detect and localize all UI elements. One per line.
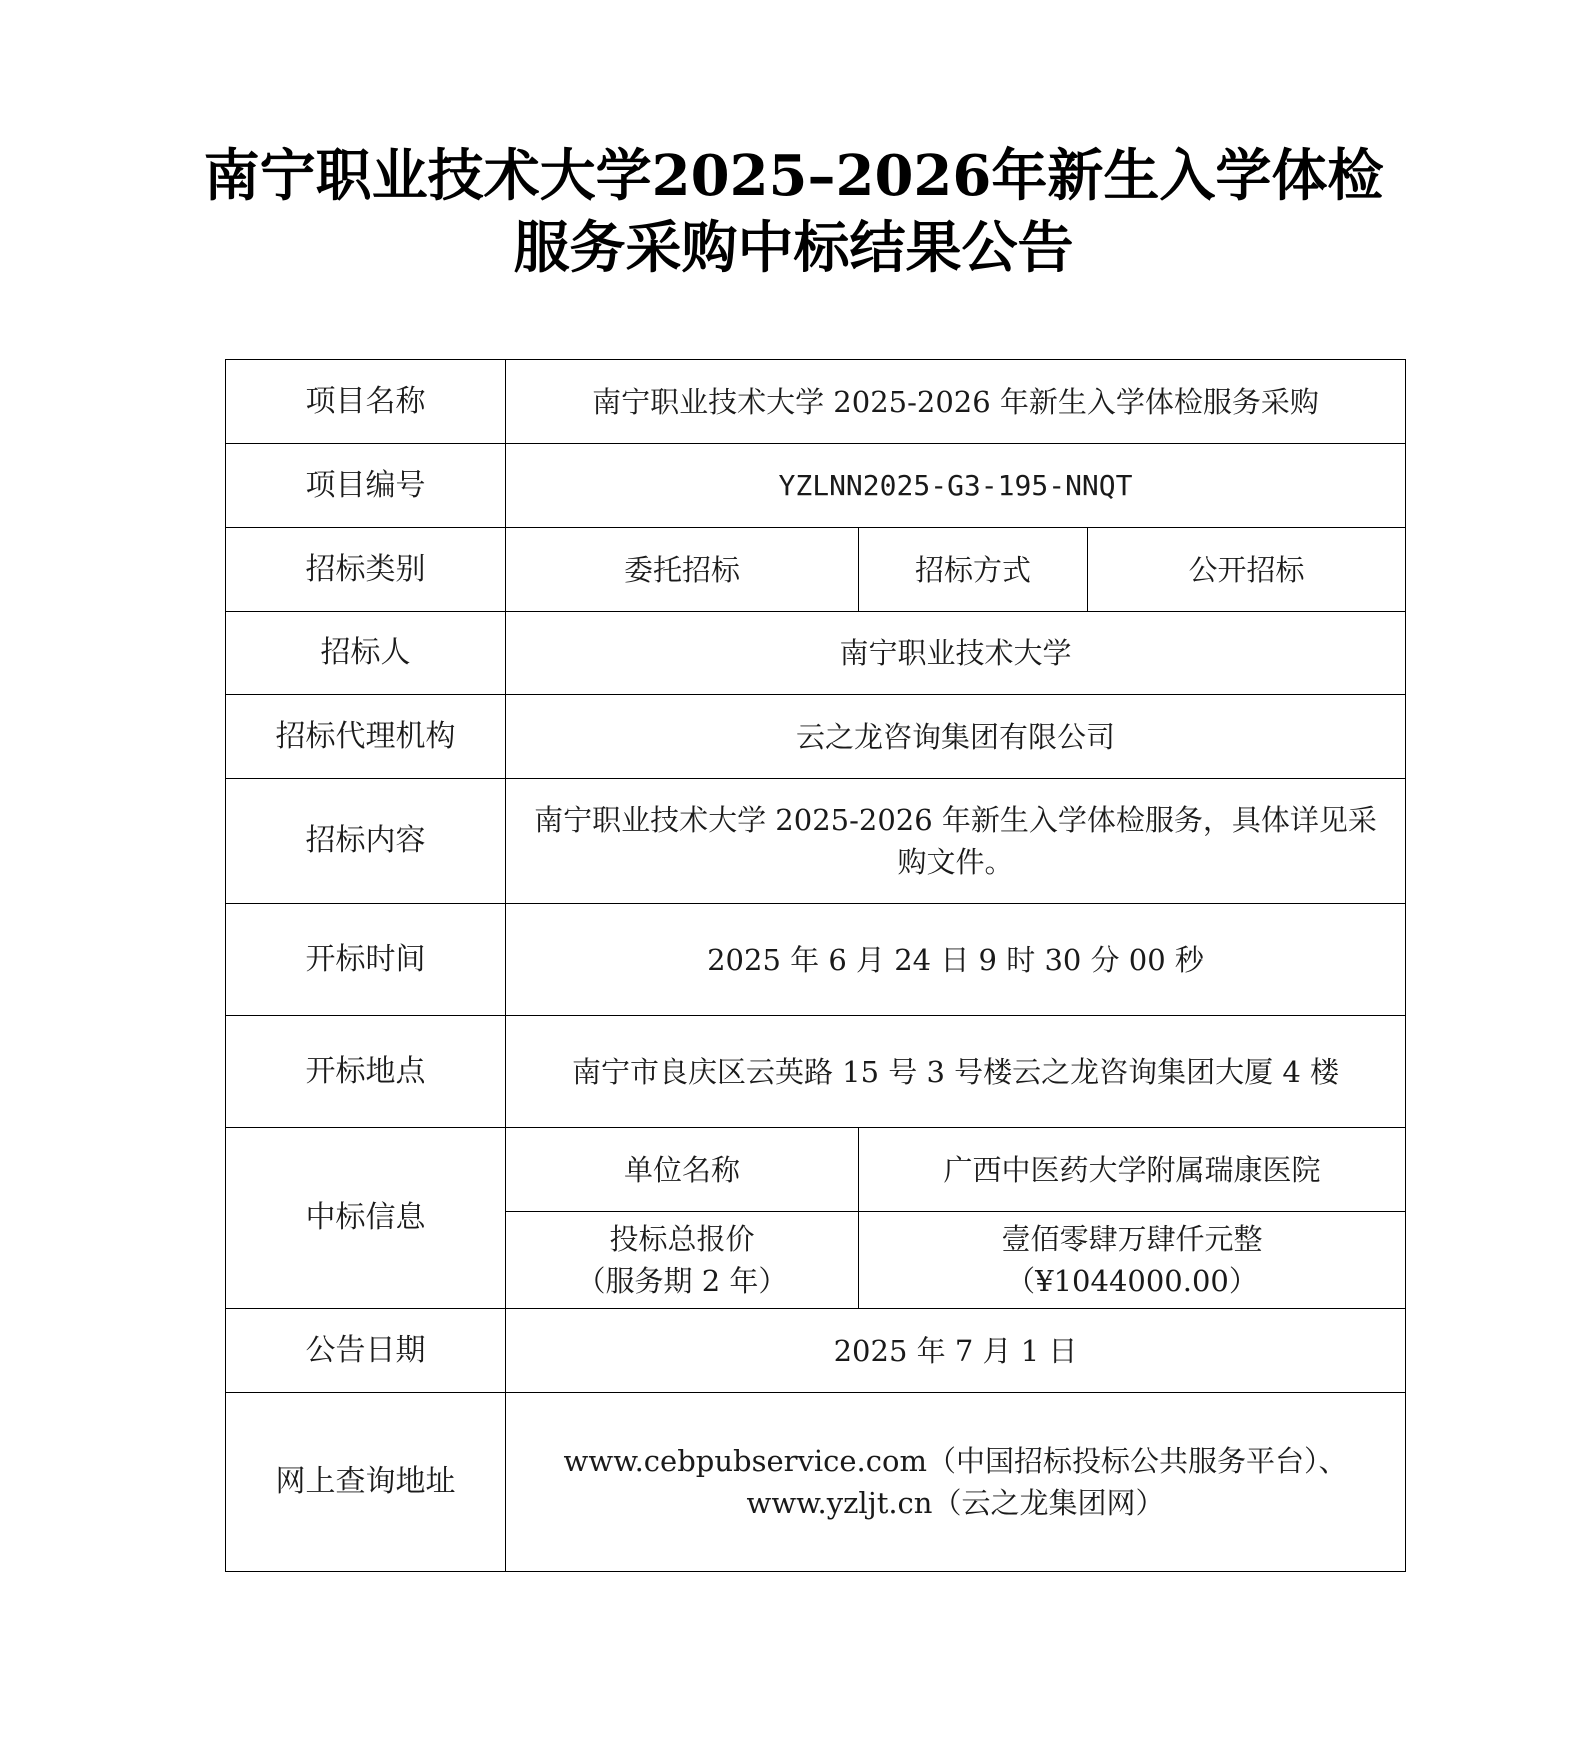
project-name-label: 项目名称 bbox=[226, 360, 506, 444]
row-agency bbox=[226, 695, 1406, 779]
winner-unit-label: 单位名称 bbox=[506, 1128, 859, 1212]
opening-place-value: 南宁市良庆区云英路 15 号 3 号楼云之龙咨询集团大厦 4 楼 bbox=[506, 1016, 1406, 1128]
winner-price-value bbox=[859, 1212, 1406, 1309]
content-line1: 南宁职业技术大学 2025-2026 年新生入学体检服务，具体详见采 bbox=[534, 803, 1377, 837]
announcement-table bbox=[225, 359, 1406, 1572]
project-number-label: 项目编号 bbox=[226, 444, 506, 528]
bid-category-label: 招标类别 bbox=[226, 528, 506, 612]
opening-time-value: 2025 年 6 月 24 日 9 时 30 分 00 秒 bbox=[506, 904, 1406, 1016]
agency-label: 招标代理机构 bbox=[226, 695, 506, 779]
row-bid-category bbox=[226, 528, 1406, 612]
row-online bbox=[226, 1393, 1406, 1572]
row-project-name bbox=[226, 360, 1406, 444]
online-line1: www.cebpubservice.com（中国招标投标公共服务平台）、 bbox=[563, 1444, 1348, 1478]
bid-method-label: 招标方式 bbox=[859, 528, 1088, 612]
online-line2: www.yzljt.cn（云之龙集团网） bbox=[746, 1486, 1165, 1520]
content-line2: 购文件。 bbox=[897, 845, 1014, 879]
winner-unit-value: 广西中医药大学附属瑞康医院 bbox=[859, 1128, 1406, 1212]
page-title-line1: 南宁职业技术大学2025–2026年新生入学体检 bbox=[203, 143, 1384, 209]
row-tenderer bbox=[226, 612, 1406, 695]
project-name-value: 南宁职业技术大学 2025-2026 年新生入学体检服务采购 bbox=[506, 360, 1406, 444]
project-number-value: YZLNN2025-G3-195-NNQT bbox=[506, 444, 1406, 528]
opening-place-label: 开标地点 bbox=[226, 1016, 506, 1128]
opening-time-label: 开标时间 bbox=[226, 904, 506, 1016]
bid-category-value: 委托招标 bbox=[506, 528, 859, 612]
row-opening-time bbox=[226, 904, 1406, 1016]
online-value bbox=[506, 1393, 1406, 1572]
row-opening-place bbox=[226, 1016, 1406, 1128]
announce-date-value: 2025 年 7 月 1 日 bbox=[506, 1309, 1406, 1393]
winner-label: 中标信息 bbox=[226, 1128, 506, 1309]
row-announce-date bbox=[226, 1309, 1406, 1393]
row-content bbox=[226, 779, 1406, 904]
tenderer-value: 南宁职业技术大学 bbox=[506, 612, 1406, 695]
bid-method-value: 公开招标 bbox=[1088, 528, 1406, 612]
announce-date-label: 公告日期 bbox=[226, 1309, 506, 1393]
row-project-number bbox=[226, 444, 1406, 528]
content-value bbox=[506, 779, 1406, 904]
row-winner-unit bbox=[226, 1128, 1406, 1212]
winner-price-value-line1: 壹佰零肆万肆仟元整 bbox=[1001, 1222, 1263, 1256]
winner-price-label-line2: （服务期 2 年） bbox=[576, 1264, 788, 1298]
winner-price-value-line2: （¥1044000.00） bbox=[1006, 1264, 1258, 1298]
tenderer-label: 招标人 bbox=[226, 612, 506, 695]
page-title bbox=[0, 140, 1587, 284]
page-title-line2: 服务采购中标结果公告 bbox=[513, 215, 1074, 281]
content-label: 招标内容 bbox=[226, 779, 506, 904]
online-label: 网上查询地址 bbox=[226, 1393, 506, 1572]
agency-value: 云之龙咨询集团有限公司 bbox=[506, 695, 1406, 779]
winner-price-label bbox=[506, 1212, 859, 1309]
winner-price-label-line1: 投标总报价 bbox=[609, 1222, 755, 1256]
